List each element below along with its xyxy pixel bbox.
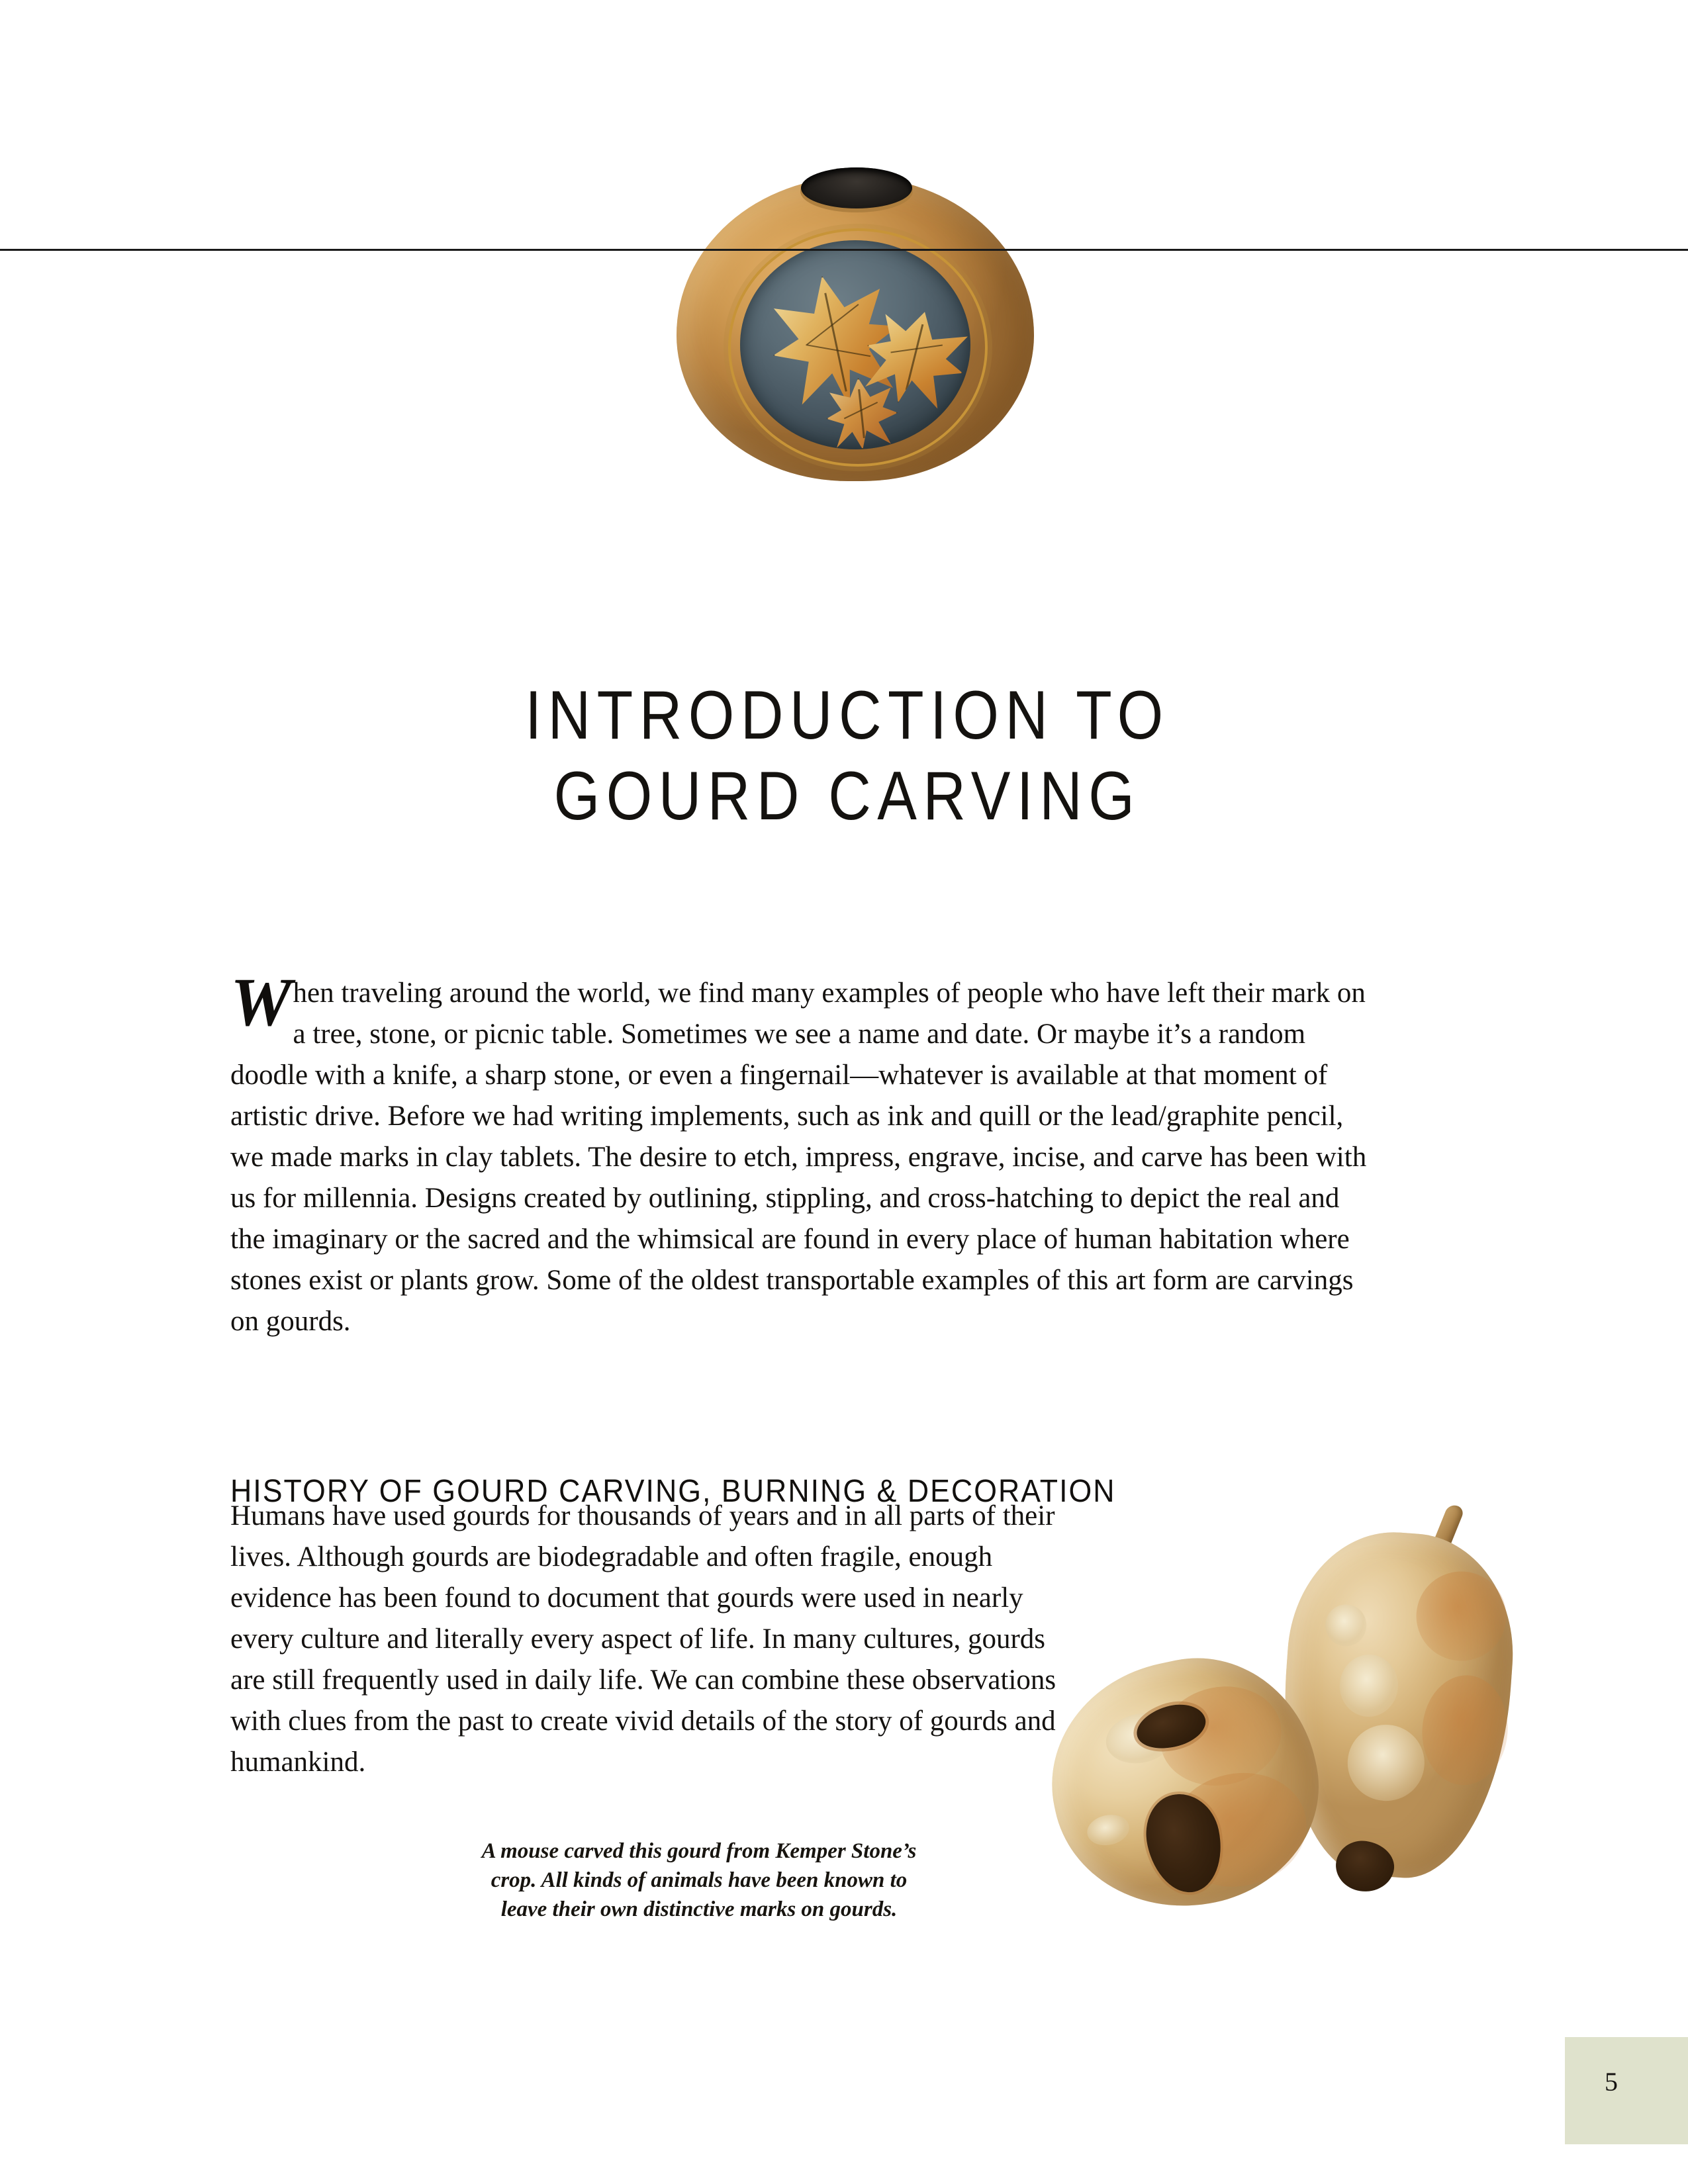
section-paragraph: Humans have used gourds for thousands of years and in all parts of their lives. Although gourds are biodegradable and often fragile, enough evidence has been found to document that gourds were used in nearly every culture and literally every aspect of life. In many cultures, gourds are still frequently used in daily life. We can combine these observations with clues from the past to create vivid details of the story of gourds and humankind. <box>230 1500 1056 1778</box>
section-heading: HISTORY OF GOURD CARVING, BURNING & DECORATION <box>230 1473 1116 1509</box>
vessel-opening <box>801 167 912 208</box>
header-rule <box>0 249 1688 251</box>
dried-gourds-image <box>1013 1476 1628 1952</box>
page-title <box>306 675 1388 837</box>
section-paragraph-block <box>230 1496 1056 1783</box>
tall-gourd-shape <box>1272 1525 1521 1884</box>
page-number: 5 <box>1605 2067 1618 2097</box>
photo-caption <box>410 1837 988 1924</box>
caption-line-2: crop. All kinds of animals have been known to <box>491 1868 908 1892</box>
intro-paragraph <box>230 964 1368 1342</box>
intro-paragraph-block <box>230 964 1368 1342</box>
page-title-line-2: GOURD CARVING <box>553 758 1141 835</box>
page-title-line-1: INTRODUCTION TO <box>525 676 1170 754</box>
carved-gourd-vessel-image <box>677 157 1034 481</box>
caption-line-3: leave their own distinctive marks on gourds. <box>500 1897 898 1921</box>
page-number-block <box>1565 2037 1688 2144</box>
intro-paragraph-text: hen traveling around the world, we find many examples of people who have left their mark on a tree, stone, or picnic table. Sometimes we see a name and date. Or maybe it’s a random doodle with a knife, a sharp stone, or even a fingernail—whatever is available at that moment of artistic drive. Before we had writing implements, such as ink and quill or the lead/graphite pencil, we made marks in clay tablets. The desire to etch, impress, engrave, incise, and carve has been with us for millennia. Designs created by outlining, stippling, and cross-hatching to depict the real and the imaginary or the sacred and the whimsical are found in every place of human habitation where stones exist or plants grow. Some of the oldest transportable examples of this art form are carvings on gourds. <box>230 978 1367 1337</box>
caption-line-1: A mouse carved this gourd from Kemper Stone’s <box>481 1839 917 1863</box>
drop-cap: W <box>230 964 291 1040</box>
vessel-medallion <box>740 240 970 449</box>
